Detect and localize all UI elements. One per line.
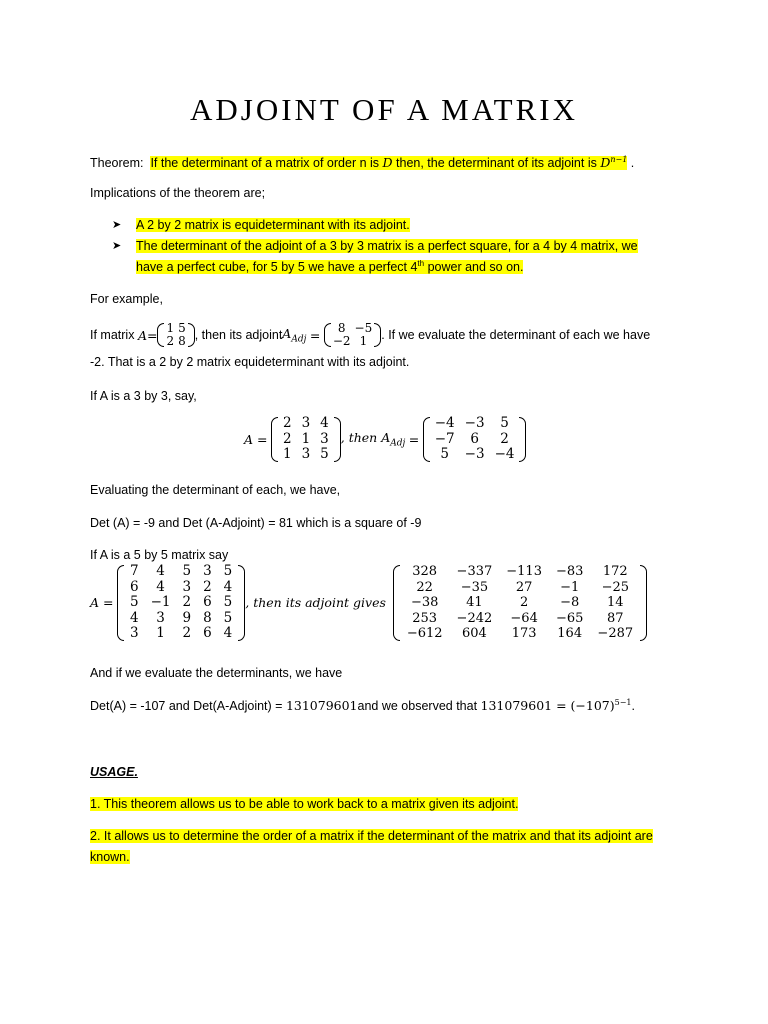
matrix-cell: 9: [182, 609, 192, 626]
matrix-cell: −64: [510, 610, 538, 626]
matrix-cell: 5: [223, 609, 233, 626]
matrix-cell: 2: [203, 578, 212, 595]
bullet-2-line-2: have a perfect cube, for 5 by 5 we have a perfect 4th power and so on.: [136, 259, 524, 275]
matrix-cell: 2: [282, 415, 292, 431]
matrix-cell: 172: [602, 564, 628, 579]
matrix-cell: −4: [434, 415, 455, 431]
matrix-cell: 27: [515, 579, 533, 595]
matrix-cell: −83: [555, 564, 584, 579]
matrix-cell: 5: [223, 563, 233, 579]
matrix-cell: 164: [557, 626, 583, 641]
example-3x3-equation: A = 2 3 4 2 1 3 1 3 5 , then $A_{Adj}$ = −4 −3 5 −7 6 2 5 −3 −4: [244, 416, 526, 463]
matrix-cell: 4: [156, 563, 165, 579]
matrix-cell: −1: [150, 594, 171, 610]
matrix-cell: −3: [464, 446, 485, 462]
example-5x5-intro: If A is a 5 by 5 matrix say: [90, 548, 229, 562]
matrix-cell: 3: [203, 563, 212, 579]
matrix-cell: 5: [223, 594, 233, 610]
matrix-adj-5x5: [393, 564, 647, 642]
matrix-cell: −25: [601, 579, 629, 595]
matrix-cell: 6: [470, 430, 479, 447]
matrix-adj-3x3: [423, 416, 527, 463]
implications-intro: Implications of the theorem are;: [90, 186, 266, 200]
example-3x3-eval: Evaluating the determinant of each, we have,: [90, 483, 341, 497]
matrix-cell: 87: [607, 610, 624, 626]
matrix-cell: 1: [359, 334, 368, 348]
matrix-cell: 8: [203, 609, 212, 626]
matrix-cell: 173: [511, 626, 537, 641]
matrix-cell: −3: [464, 415, 485, 431]
example-5x5-eval: And if we evaluate the determinants, we have: [90, 666, 343, 680]
matrix-cell: 2: [166, 334, 175, 348]
matrix-cell: 253: [412, 610, 438, 626]
matrix-a-5x5: [117, 564, 245, 642]
usage-item-2-line-1: 2. It allows us to determine the order of a matrix if the determinant of the matrix and that its adjoint are: [90, 829, 653, 843]
matrix-cell: −242: [456, 610, 493, 626]
matrix-cell: 2: [282, 430, 292, 447]
matrix-cell: 3: [301, 415, 311, 431]
matrix-cell: 8: [337, 321, 346, 335]
matrix-cell: 3: [156, 609, 165, 626]
matrix-cell: 5: [178, 321, 186, 335]
matrix-cell: −612: [406, 626, 443, 641]
matrix-cell: 1: [301, 430, 311, 447]
matrix-cell: −4: [494, 446, 515, 462]
matrix-cell: 5: [440, 446, 449, 462]
example-2x2-line-2: -2. That is a 2 by 2 matrix equideterminant with its adjoint.: [90, 355, 410, 369]
matrix-cell: 2: [182, 625, 192, 641]
example-3x3-det: Det (A) = -9 and Det (A-Adjoint) = 81 which is a square of -9: [90, 516, 422, 530]
theorem-label: Theorem:: [90, 156, 144, 171]
matrix-cell: −5: [354, 321, 373, 335]
matrix-cell: 4: [223, 625, 233, 641]
matrix-cell: 328: [412, 564, 438, 579]
for-example-label: For example,: [90, 292, 163, 306]
matrix-cell: 2: [519, 595, 529, 610]
matrix-cell: 1: [166, 321, 175, 335]
matrix-cell: −2: [332, 334, 351, 348]
matrix-cell: 6: [203, 625, 212, 641]
matrix-cell: 5: [182, 563, 192, 579]
matrix-cell: −65: [555, 610, 584, 626]
matrix-cell: −1: [560, 579, 580, 595]
matrix-cell: 8: [178, 334, 186, 348]
example-3x3-intro: If A is a 3 by 3, say,: [90, 389, 197, 403]
theorem-line: Theorem: If the determinant of a matrix of order n is D then, the determinant of its adjoint is $D^{n-1}$ .: [90, 155, 635, 171]
page-title: ADJOINT OF A MATRIX: [190, 92, 578, 127]
matrix-cell: 3: [129, 625, 139, 641]
matrix-cell: 4: [129, 609, 139, 626]
bullet-2-line-1: The determinant of the adjoint of a 3 by 3 matrix is a perfect square, for a 4 by 4 matrix, we: [136, 239, 638, 253]
matrix-cell: −38: [410, 595, 439, 610]
matrix-cell: 14: [607, 595, 624, 610]
matrix-cell: −287: [597, 626, 634, 641]
matrix-cell: 4: [223, 578, 233, 595]
matrix-cell: 3: [182, 578, 192, 595]
matrix-cell: 5: [129, 594, 139, 610]
matrix-cell: 41: [466, 595, 483, 610]
matrix-cell: 4: [320, 415, 329, 431]
matrix-a-2x2: [157, 322, 194, 348]
matrix-cell: −337: [456, 564, 493, 579]
example-5x5-det: Det(A) = -107 and Det(A-Adjoint) = 131079601and we observed that $131079601 = (-107)^{5-1}$.: [90, 698, 635, 714]
matrix-cell: 604: [461, 626, 487, 641]
usage-item-1: 1. This theorem allows us to be able to work back to a matrix given its adjoint.: [90, 797, 519, 811]
matrix-cell: 6: [129, 578, 139, 595]
matrix-cell: −113: [506, 564, 542, 579]
matrix-cell: 5: [320, 446, 329, 462]
theorem-statement: If the determinant of a matrix of order n is D then, the determinant of its adjoint is $D^{n-1}$: [150, 155, 628, 171]
matrix-cell: 2: [182, 594, 192, 610]
usage-item-2-line-2: known.: [90, 850, 130, 864]
example-5x5-equation: A = 7 4 5 3 5 6 4 3 2 4 5 −1 2 6 5 4 3 9 8 5 3 1 2 6 4 , then its adjoint gives 328 −337 −113 −83 172 22 −35 27 −1 −25 −38 41 2 −8 14 253 −242 −64 −65 87 −612 604 173 164 −287: [90, 564, 647, 642]
matrix-a-3x3: [271, 416, 341, 463]
example-2x2-line: If matrix A= 1 5 2 8 , then its adjoint $A_{Adj}$ = 8 −5 −2 1 . If we evaluate the determinant of each we have: [90, 321, 651, 348]
matrix-cell: 22: [416, 579, 433, 595]
matrix-cell: 3: [301, 446, 311, 462]
matrix-cell: 2: [500, 430, 509, 447]
matrix-adj-2x2: [324, 322, 381, 348]
matrix-cell: 6: [203, 594, 212, 610]
arrowhead-bullet-icon: ➤: [112, 219, 122, 231]
matrix-cell: −35: [460, 579, 489, 595]
matrix-cell: −7: [434, 430, 455, 447]
usage-heading: USAGE.: [90, 765, 138, 779]
matrix-cell: 7: [129, 563, 139, 579]
matrix-cell: −8: [560, 595, 580, 610]
matrix-cell: 1: [156, 625, 165, 641]
matrix-cell: 3: [320, 430, 329, 447]
arrowhead-bullet-icon: ➤: [112, 240, 122, 252]
bullet-1: A 2 by 2 matrix is equideterminant with its adjoint.: [136, 218, 410, 232]
matrix-cell: 5: [500, 415, 509, 431]
matrix-cell: 1: [282, 446, 292, 462]
matrix-cell: 4: [156, 578, 165, 595]
